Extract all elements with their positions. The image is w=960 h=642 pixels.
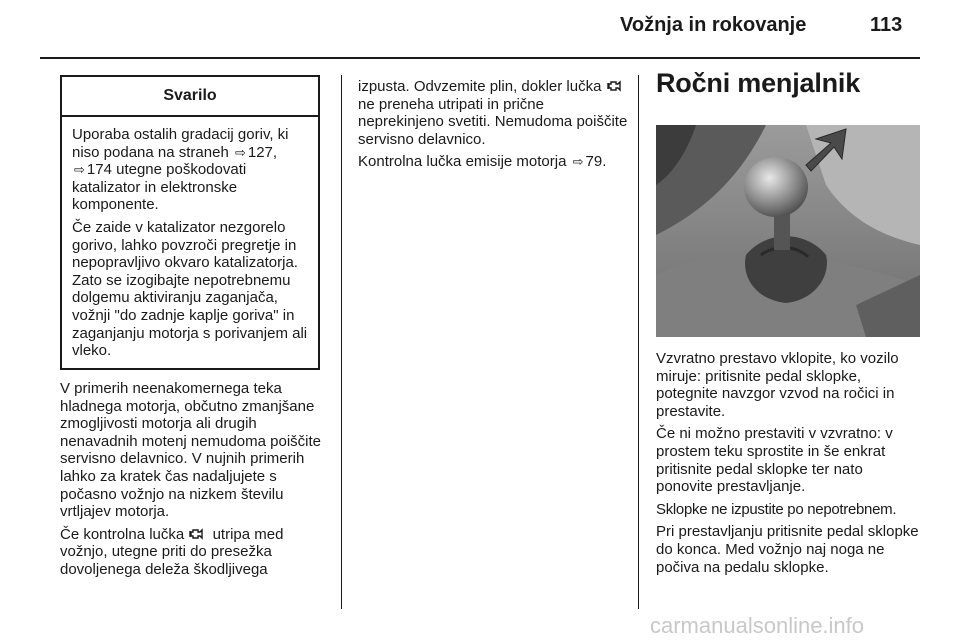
page-reference-arrow-icon: ⇨ bbox=[74, 162, 85, 178]
col3-paragraph-2: Če ni možno prestaviti v vzvratno: v prostem teku sprostite in še enkrat pritisnite pedal sklopke ter nato ponovite prestavljanje. bbox=[656, 425, 893, 496]
col1-text-a: Če kontrolna lučka bbox=[60, 525, 185, 543]
page-reference-link[interactable]: 174 bbox=[86, 161, 112, 179]
gear-shift-photo bbox=[656, 125, 920, 337]
column-2-text bbox=[358, 78, 633, 176]
col3-paragraph-3: Sklopke ne izpustite po nepotrebnem. bbox=[656, 500, 897, 518]
warning-title: Svarilo bbox=[62, 77, 318, 117]
engine-emission-lamp-icon bbox=[607, 79, 623, 93]
column-divider-2 bbox=[638, 75, 639, 609]
page-reference-link[interactable]: 127 bbox=[247, 143, 273, 161]
column-3-text bbox=[656, 350, 920, 581]
page-reference-arrow-icon: ⇨ bbox=[572, 154, 584, 170]
column-divider-1 bbox=[341, 75, 342, 609]
warning-paragraph-1: Uporaba ostalih gradacij goriv, ki niso podana na straneh ⇨ 127, ⇨ 174 utegne poškodovati katalizator in elektronske komponente. bbox=[72, 126, 289, 214]
warning-body bbox=[62, 117, 318, 360]
col1-text-b: utripa med vožnjo, utegne priti do presežka dovoljenega deleža škodljivega bbox=[60, 525, 284, 578]
column-1-text bbox=[60, 380, 332, 584]
col2-paragraph-2: Kontrolna lučka emisije motorja ⇨ 79. bbox=[358, 153, 607, 171]
section-title: Ročni menjalnik bbox=[656, 68, 861, 98]
header-divider bbox=[40, 57, 920, 59]
watermark: carmanualsonline.info bbox=[650, 613, 865, 638]
col2-paragraph-1 bbox=[358, 78, 633, 148]
col2-text-c: Kontrolna lučka emisije motorja bbox=[358, 153, 567, 171]
col1-paragraph-2 bbox=[60, 526, 332, 579]
col3-paragraph-1: Vzvratno prestavo vklopite, ko vozilo miruje: pritisnite pedal sklopke, potegnite navzgor vzvod na ročici in prestavite. bbox=[656, 350, 899, 420]
col3-paragraph-4: Pri prestavljanju pritisnite pedal sklopke do konca. Med vožnjo naj noga ne počiva na pedalu sklopke. bbox=[656, 523, 919, 576]
warning-text-b: utegne poškodovati katalizator in elektronske komponente. bbox=[72, 161, 247, 214]
col2-text-a: izpusta. Odvzemite plin, dokler lučka bbox=[358, 78, 602, 95]
page-reference-arrow-icon: ⇨ bbox=[234, 144, 246, 160]
page-number: 113 bbox=[870, 14, 903, 36]
col2-text-b: ne preneha utripati in prične neprekinjeno svetiti. Nemudoma poiščite servisno delavnico. bbox=[358, 95, 628, 148]
warning-paragraph-2: Če zaide v katalizator nezgorelo gorivo, lahko povzroči pregretje in nepopravljivo okvaro katalizatorja. Zato se izogibajte nepotrebnemu dolgemu aktiviranju zaganjača, vožnji "do zadnje kaplje goriva" in zaganjanju motorja s porivanjem ali vleko. bbox=[72, 218, 308, 360]
page-reference-link[interactable]: 79 bbox=[585, 153, 603, 171]
engine-emission-lamp-icon bbox=[189, 527, 205, 541]
header-title: Vožnja in rokovanje bbox=[620, 14, 807, 36]
warning-box bbox=[60, 75, 320, 370]
warning-text-a: Uporaba ostalih gradacij goriv, ki niso podana na straneh bbox=[72, 126, 289, 161]
col1-paragraph-1: V primerih neenakomernega teka hladnega motorja, občutno zmanjšane zmogljivosti motorja ali drugih nenavadnih motenj nemudoma poiščite servisno delavnico. V nujnih primerih lahko za kratek čas nadaljujete s počasno vožnjo na nizkem številu vrtljajev motorja. bbox=[60, 380, 321, 521]
